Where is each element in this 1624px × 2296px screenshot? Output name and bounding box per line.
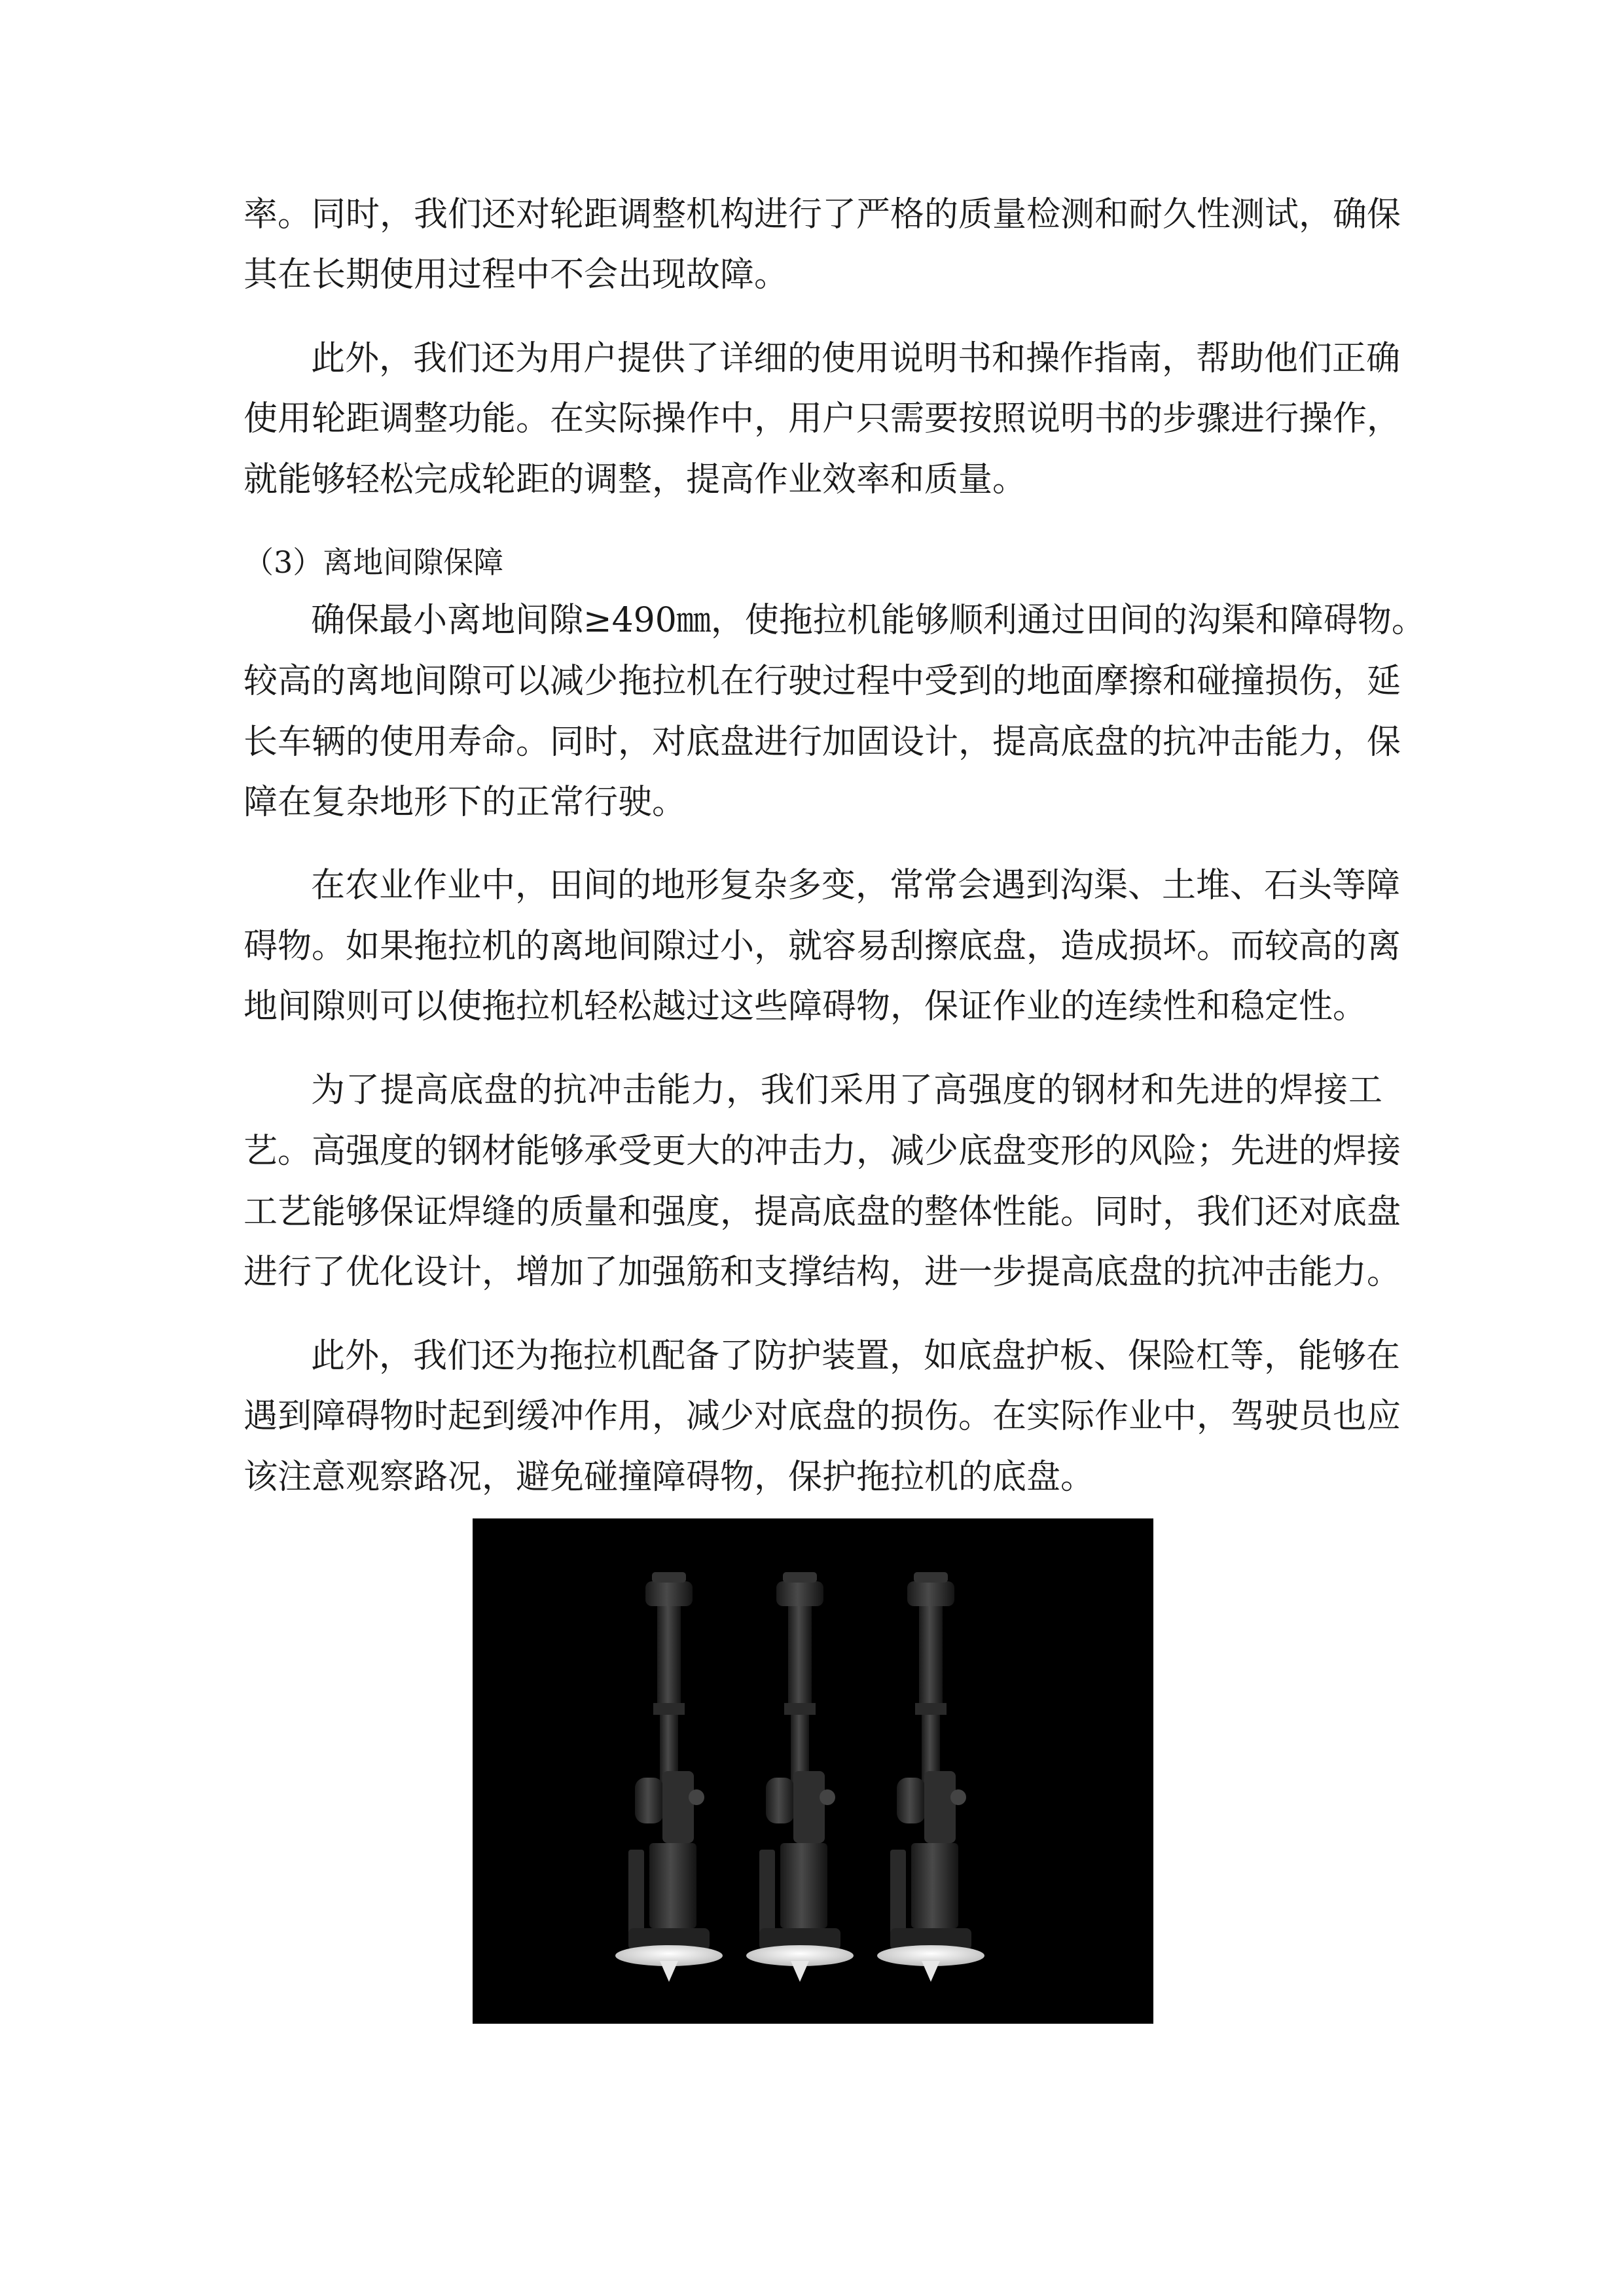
paragraph-4-line-2: 碍物。如果拖拉机的离地间隙过小，就容易刮擦底盘，造成损坏。而较高的离: [244, 927, 1401, 966]
paragraph-3-line-4: 障在复杂地形下的正常行驶。: [244, 783, 687, 822]
paragraph-5-line-3: 工艺能够保证焊缝的质量和强度，提高底盘的整体性能。同时，我们还对底盘: [244, 1193, 1401, 1232]
equipment-illustration: [473, 1518, 1153, 2024]
paragraph-5-line-2: 艺。高强度的钢材能够承受更大的冲击力，减少底盘变形的风险；先进的焊接: [244, 1132, 1401, 1171]
paragraph-6-line-1: 此外，我们还为拖拉机配备了防护装置，如底盘护板、保险杠等，能够在: [311, 1336, 1401, 1376]
paragraph-3-line-2: 较高的离地间隙可以减少拖拉机在行驶过程中受到的地面摩擦和碰撞损伤，延: [244, 662, 1401, 701]
paragraph-1-line-1: 率。同时，我们还对轮距调整机构进行了严格的质量检测和耐久性测试，确保: [244, 195, 1401, 234]
paragraph-2-line-2: 使用轮距调整功能。在实际操作中，用户只需要按照说明书的步骤进行操作，: [244, 399, 1401, 439]
paragraph-5-line-1: 为了提高底盘的抗冲击能力，我们采用了高强度的钢材和先进的焊接工: [311, 1071, 1382, 1110]
section-heading: （3）离地间隙保障: [244, 545, 504, 580]
paragraph-1-line-2: 其在长期使用过程中不会出现故障。: [244, 255, 789, 295]
paragraph-2-line-3: 就能够轻松完成轮距的调整，提高作业效率和质量。: [244, 460, 1027, 499]
paragraph-5-line-4: 进行了优化设计，增加了加强筋和支撑结构，进一步提高底盘的抗冲击能力。: [244, 1253, 1401, 1292]
paragraph-3-line-3: 长车辆的使用寿命。同时，对底盘进行加固设计，提高底盘的抗冲击能力，保: [244, 723, 1401, 762]
paragraph-4-line-3: 地间隙则可以使拖拉机轻松越过这些障碍物，保证作业的连续性和稳定性。: [244, 987, 1367, 1026]
paragraph-6-line-2: 遇到障碍物时起到缓冲作用，减少对底盘的损伤。在实际作业中，驾驶员也应: [244, 1397, 1401, 1436]
paragraph-2-line-1: 此外，我们还为用户提供了详细的使用说明书和操作指南，帮助他们正确: [311, 339, 1401, 378]
paragraph-4-line-1: 在农业作业中，田间的地形复杂多变，常常会遇到沟渠、土堆、石头等障: [311, 866, 1401, 905]
paragraph-6-line-3: 该注意观察路况，避免碰撞障碍物，保护拖拉机的底盘。: [244, 1458, 1095, 1497]
equipment-figure: [473, 1518, 1153, 2024]
paragraph-3-line-1: 确保最小离地间隙≥490㎜，使拖拉机能够顺利通过田间的沟渠和障碍物。: [311, 601, 1426, 640]
